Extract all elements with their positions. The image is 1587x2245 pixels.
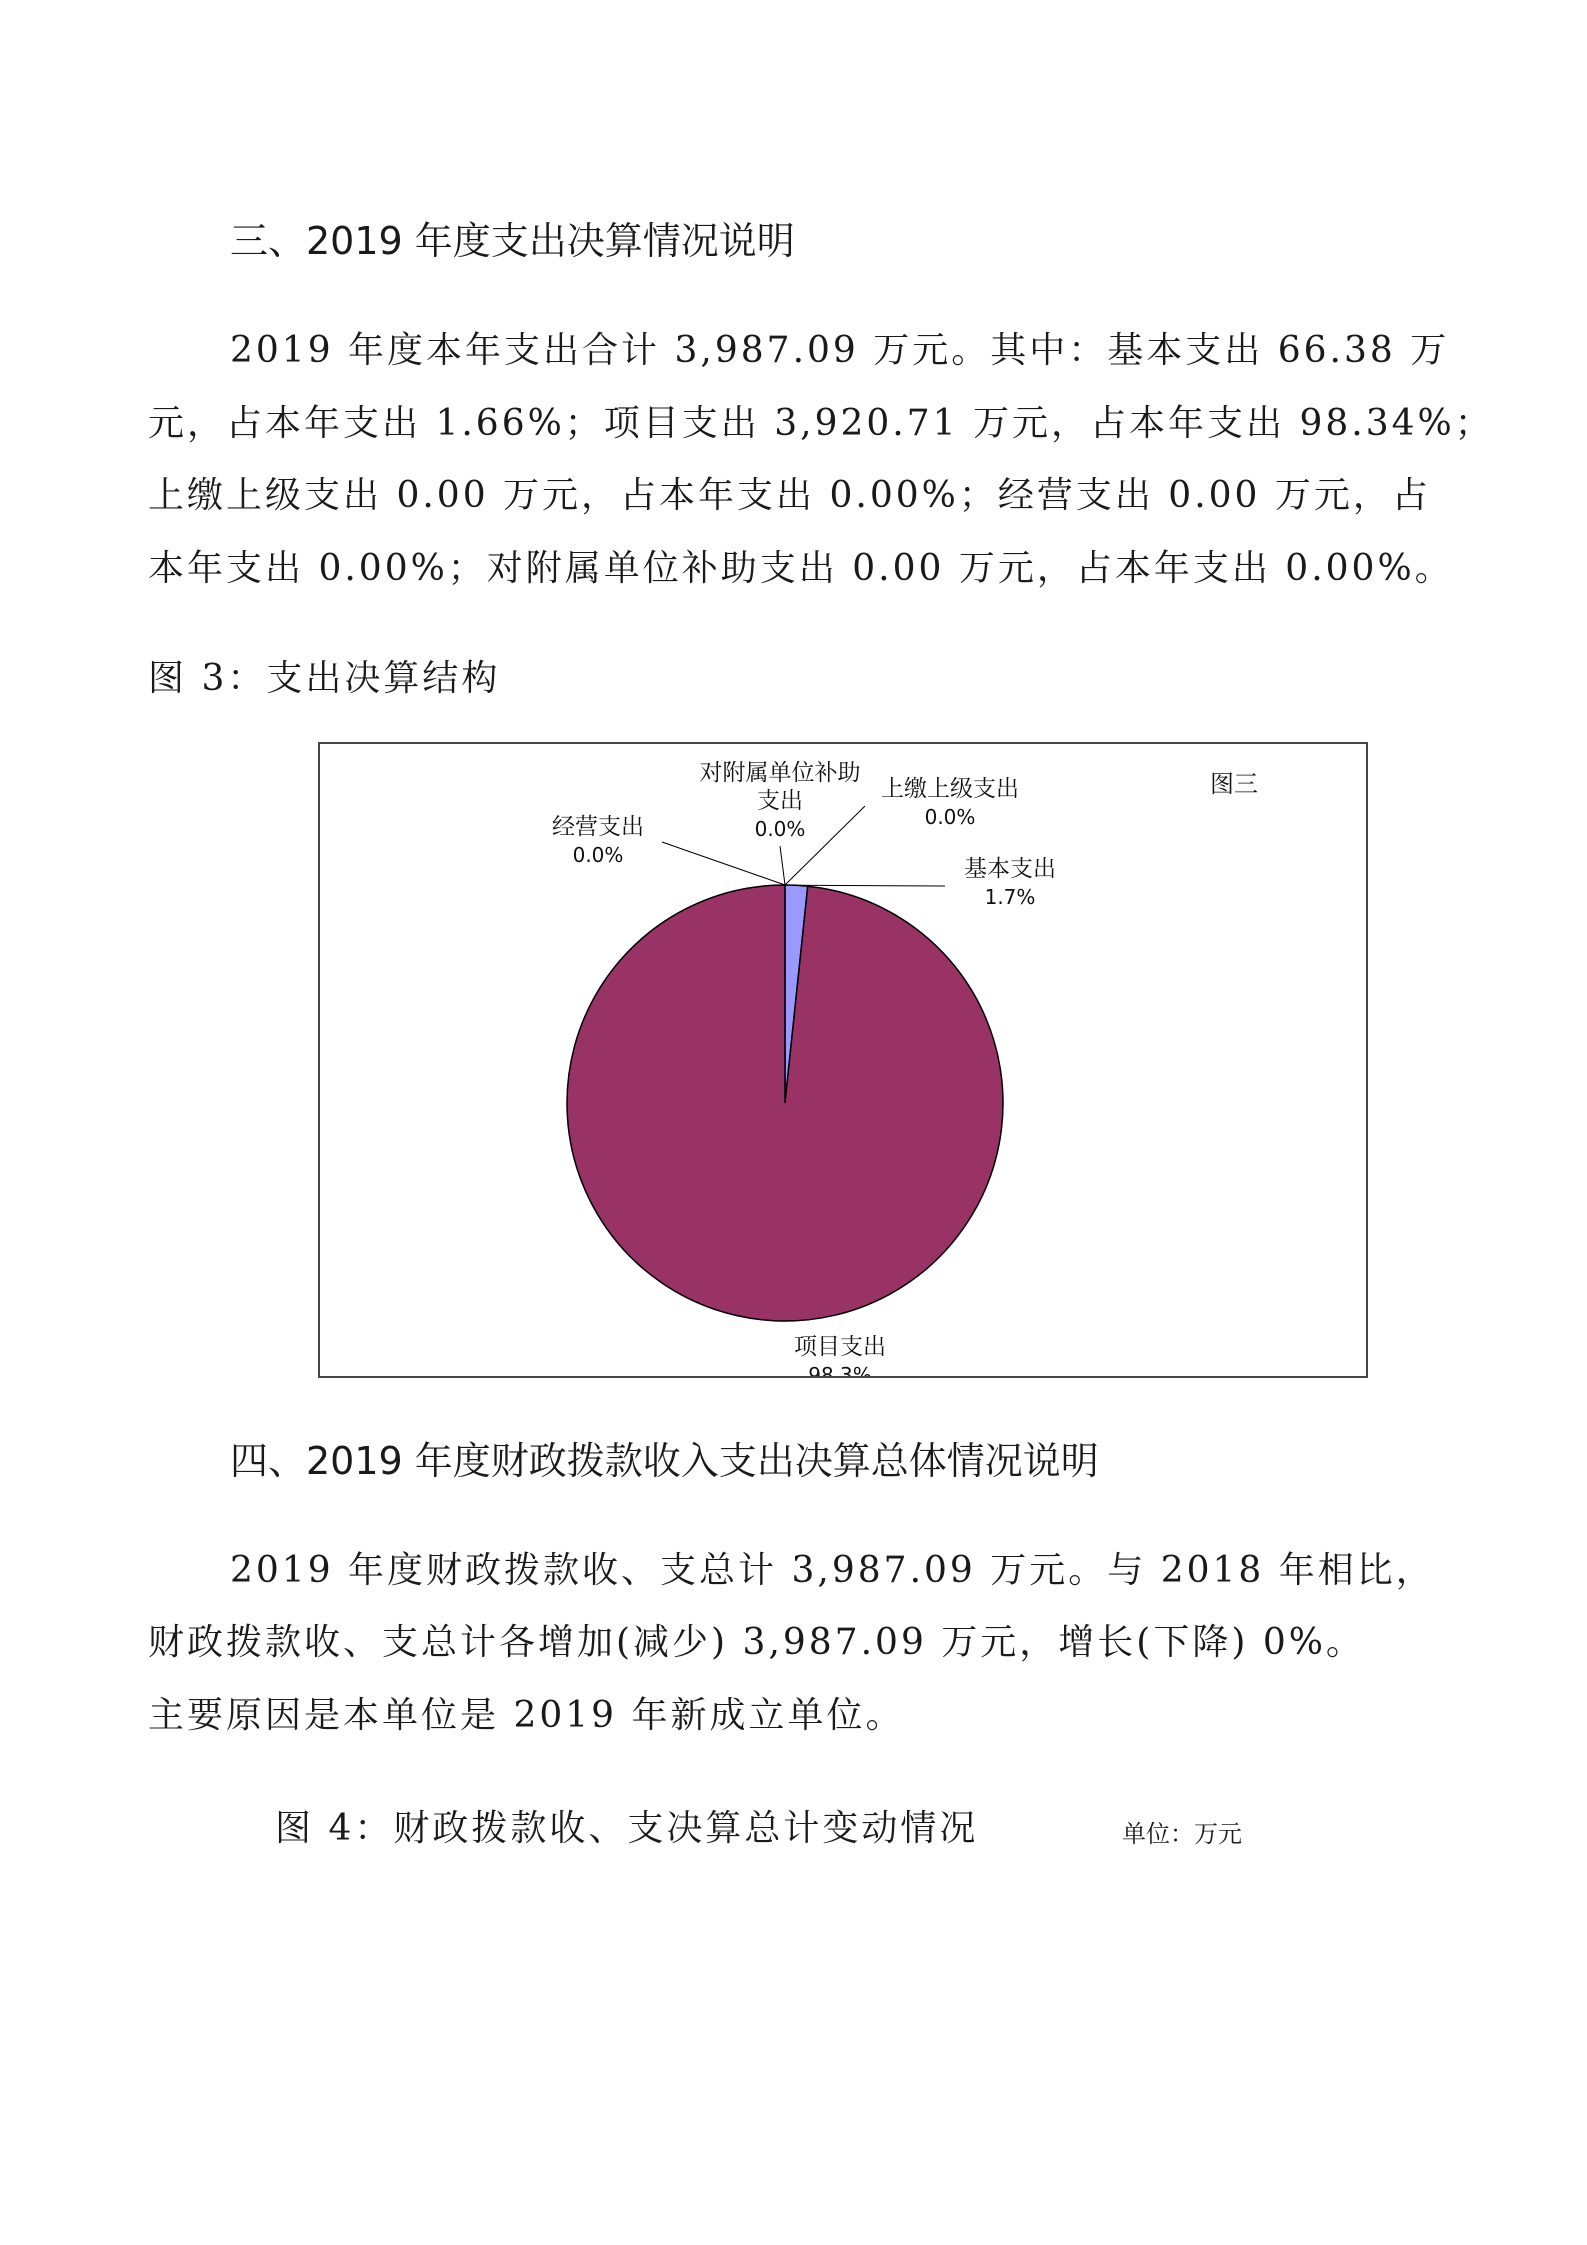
pie-slice-category-label: 上缴上级支出: [881, 776, 1019, 802]
pie-slice: [567, 885, 1003, 1321]
pie-leader-line: [780, 846, 785, 885]
section4-paragraph-line: 财政拨款收、支总计各增加(减少) 3,987.09 万元，增长(下降) 0%。: [148, 1622, 1365, 1663]
pie-slices: [567, 885, 1003, 1321]
pie-slice-category-label: 对附属单位补助: [699, 760, 861, 786]
pie-slice-category-label: 基本支出: [964, 856, 1056, 882]
figure3-caption: 图 3：支出决算结构: [148, 658, 501, 699]
section3-heading: 三、2019 年度支出决算情况说明: [230, 219, 795, 263]
pie-slice-percent-label: 98.3%: [808, 1363, 872, 1376]
section3-paragraph-line: 上缴上级支出 0.00 万元，占本年支出 0.00%；经营支出 0.00 万元，占: [148, 475, 1431, 516]
section3-paragraph-line: 2019 年度本年支出合计 3,987.09 万元。其中：基本支出 66.38 万: [230, 330, 1450, 371]
pie-slice-percent-label: 0.0%: [572, 843, 624, 867]
pie-slice-percent-label: 1.7%: [984, 885, 1036, 909]
pie-slice-category-label: 项目支出: [794, 1334, 886, 1360]
figure4-caption: 图 4：财政拨款收、支决算总计变动情况: [275, 1808, 979, 1849]
pie-slice-category-label: 经营支出: [552, 814, 644, 840]
pie-chart-frame: [318, 742, 1368, 1378]
unit-label: 单位：万元: [1122, 1820, 1242, 1848]
pie-leader-line: [796, 885, 945, 886]
section3-paragraph-line: 元，占本年支出 1.66%；项目支出 3,920.71 万元，占本年支出 98.34%；: [148, 403, 1494, 444]
pie-slice-category-label: 支出: [757, 788, 803, 814]
pie-leader-line: [662, 842, 785, 885]
pie-slice-percent-label: 0.0%: [754, 817, 806, 841]
section4-heading: 四、2019 年度财政拨款收入支出决算总体情况说明: [230, 1439, 1099, 1483]
section3-paragraph-line: 本年支出 0.00%；对附属单位补助支出 0.00 万元，占本年支出 0.00%。: [148, 548, 1454, 589]
section4-paragraph-line: 主要原因是本单位是 2019 年新成立单位。: [148, 1695, 905, 1736]
section4-paragraph-line: 2019 年度财政拨款收、支总计 3,987.09 万元。与 2018 年相比，: [230, 1550, 1435, 1591]
pie-slice-percent-label: 0.0%: [924, 805, 976, 829]
expenditure-pie-chart: [320, 744, 1366, 1376]
chart-title: 图三: [1210, 770, 1258, 798]
